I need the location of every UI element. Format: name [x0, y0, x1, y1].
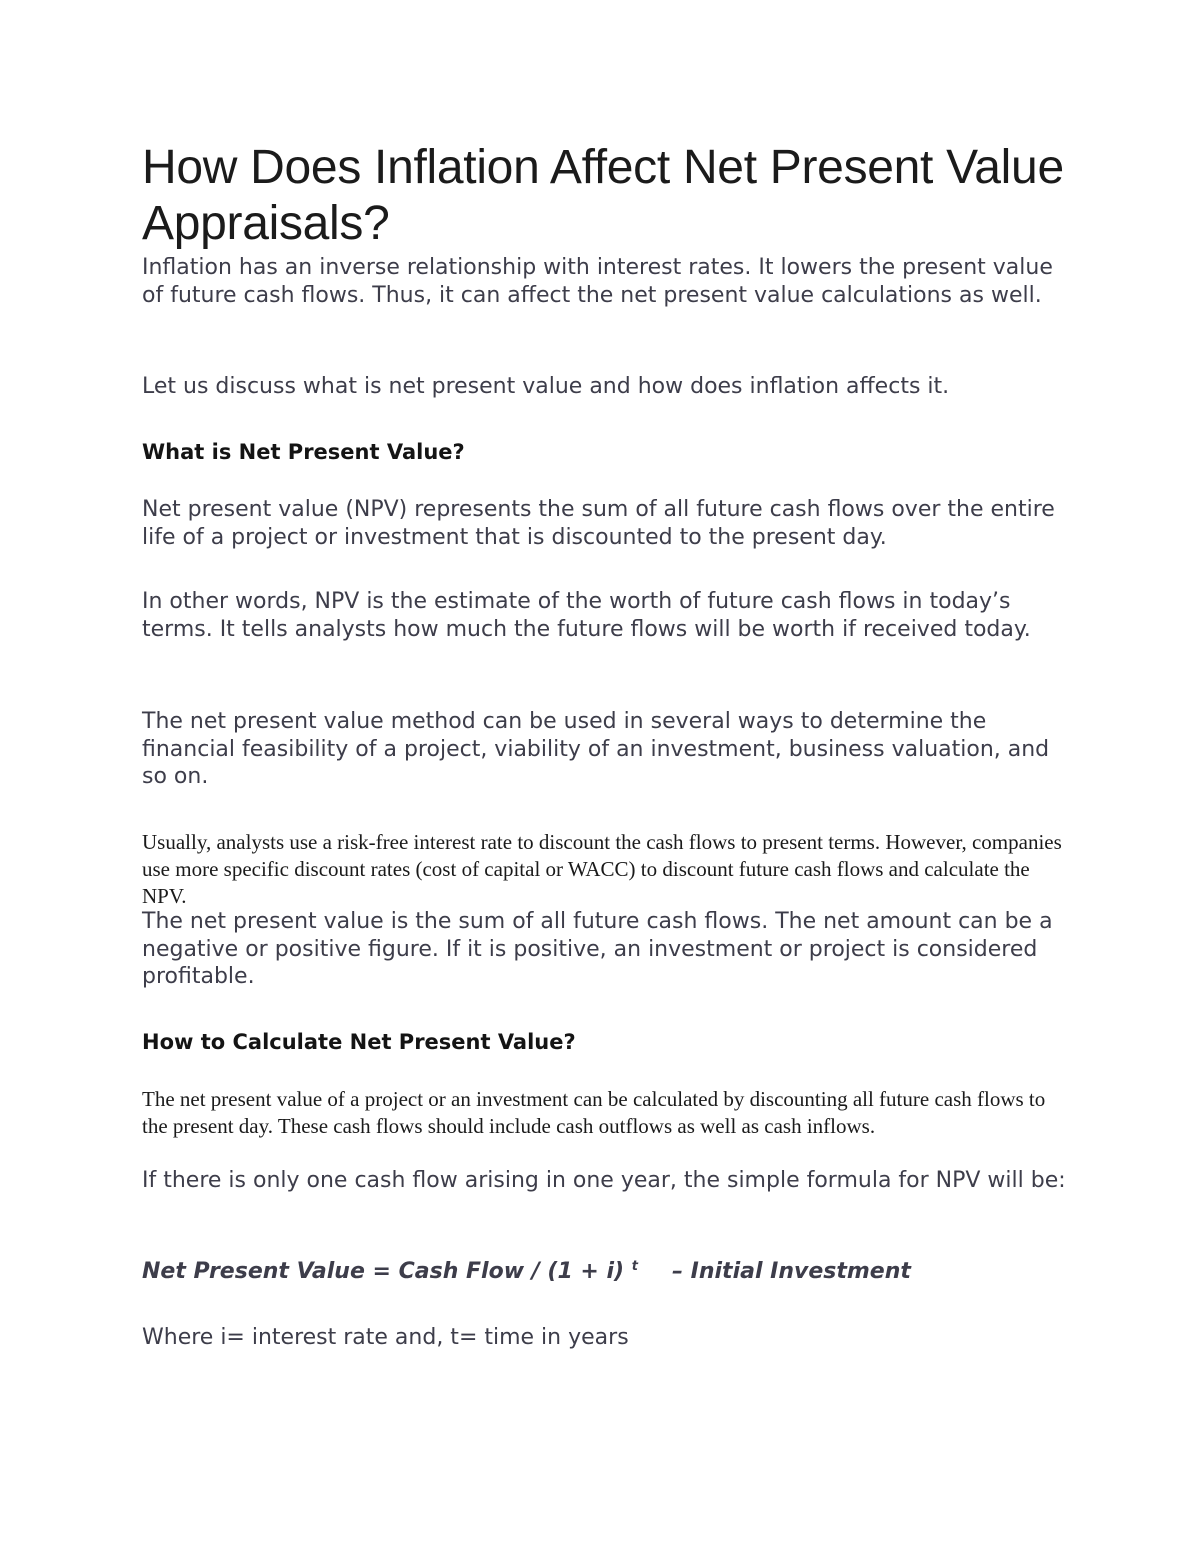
- discount-rate-paragraph: Usually, analysts use a risk-free interest rate to discount the cash flows to present terms. However, companies use more specific discount rates (cost of capital or WACC) to discount future cash flows and calculate the NPV.: [142, 830, 1062, 908]
- intro-paragraph: Inflation has an inverse relationship with interest rates. It lowers the present value of future cash flows. Thus, it can affect the net present value calculations as well.: [142, 255, 1053, 308]
- calculation-paragraph: The net present value of a project or an investment can be calculated by discounting all future cash flows to the present day. These cash flows should include cash outflows as well as cash inflows.: [142, 1087, 1046, 1138]
- simple-formula-intro: If there is only one cash flow arising in one year, the simple formula for NPV will be:: [142, 1168, 1066, 1193]
- section-heading-how-to-calculate: How to Calculate Net Present Value?: [142, 1030, 576, 1054]
- npv-formula: [142, 1258, 1072, 1286]
- formula-exponent: t: [631, 1259, 638, 1274]
- section-heading-what-is-npv: What is Net Present Value?: [142, 440, 465, 464]
- npv-definition-paragraph: Net present value (NPV) represents the sum of all future cash flows over the entire life of a project or investment that is discounted to the present day.: [142, 497, 1055, 550]
- npv-method-paragraph: The net present value method can be used in several ways to determine the financial feasibility of a project, viability of an investment, business valuation, and so on.: [142, 709, 1050, 789]
- document-title: How Does Inflation Affect Net Present Value Appraisals?: [142, 141, 1064, 250]
- npv-sum-paragraph: The net present value is the sum of all future cash flows. The net amount can be a negative or positive figure. If it is positive, an investment or project is considered profitable.: [142, 909, 1053, 989]
- formula-variables-definition: Where i= interest rate and, t= time in years: [142, 1325, 629, 1350]
- intro-paragraph-2: Let us discuss what is net present value and how does inflation affects it.: [142, 374, 950, 399]
- formula-lhs: Net Present Value = Cash Flow / (1 + i): [142, 1259, 625, 1284]
- npv-other-words-paragraph: In other words, NPV is the estimate of the worth of future cash flows in today’s terms. It tells analysts how much the future flows will be worth if received today.: [142, 589, 1031, 642]
- formula-rhs: – Initial Investment: [672, 1259, 911, 1284]
